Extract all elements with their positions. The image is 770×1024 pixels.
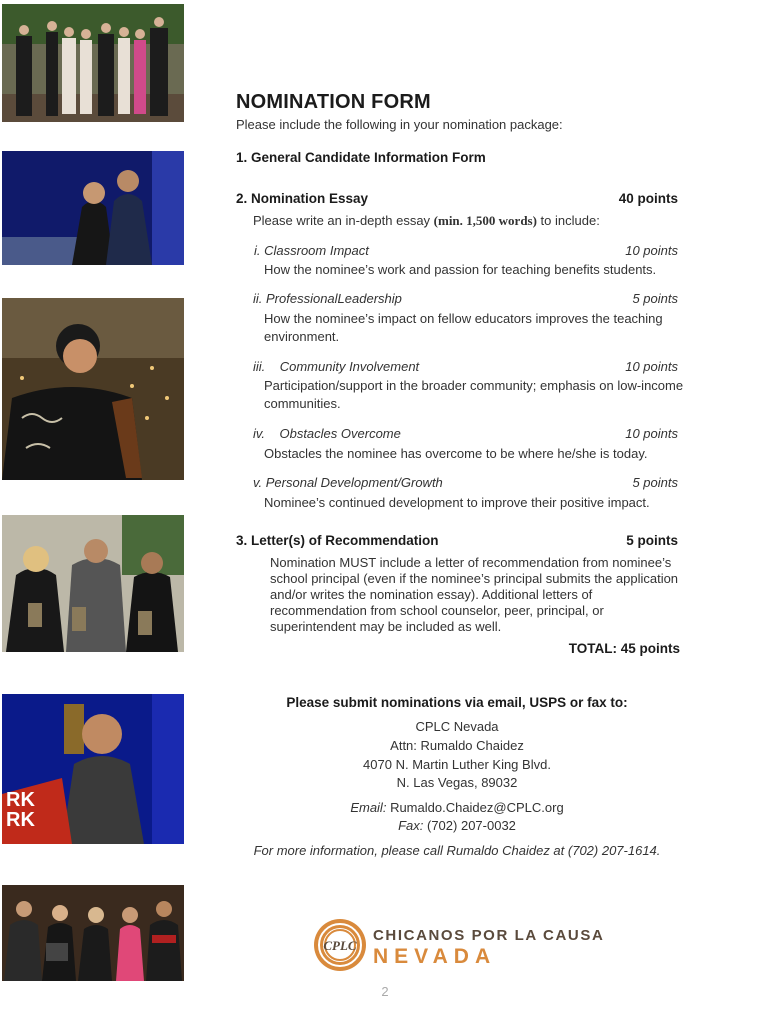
fax-number: (702) 207-0032 xyxy=(427,818,516,833)
item-obstacles-label: iv. Obstacles Overcome xyxy=(253,426,401,441)
section-3-desc: Nomination MUST include a letter of recommendation from nominee’s school principal (even if the nominee’s principal submits the application and/or writes the nomination essay). Additional letters of recommendation from school counselor, peer, principal, or superintendent may be included as well. xyxy=(270,555,679,634)
total-points: TOTAL: 45 points xyxy=(568,641,680,656)
email-label: Email: xyxy=(350,800,387,815)
page-title: NOMINATION FORM xyxy=(236,91,431,113)
logo-text-line1: CHICANOS POR LA CAUSA xyxy=(373,927,605,944)
item-community-label: iii. Community Involvement xyxy=(253,359,420,374)
fax-label: Fax: xyxy=(398,818,424,833)
section-2-points: 40 points xyxy=(618,191,678,206)
section-1-heading: 1. General Candidate Information Form xyxy=(236,150,486,165)
cplc-logo-icon xyxy=(313,918,367,972)
event-photo-group-stage xyxy=(2,4,184,122)
svg-text:CPLC: CPLC xyxy=(323,938,357,953)
item-community-desc: Participation/support in the broader community; emphasis on low-income communities. xyxy=(264,378,684,411)
intro-text: Please include the following in your nomination package: xyxy=(236,117,563,132)
svg-text:RK: RK xyxy=(6,809,35,831)
event-photo-presenters-podium xyxy=(2,151,184,265)
essay-instruction-pre: Please write an in-depth essay xyxy=(253,213,434,228)
item-classroom-impact-label: i. Classroom Impact xyxy=(254,243,369,258)
event-photo-speaker-podium xyxy=(2,694,184,844)
section-3-heading: 3. Letter(s) of Recommendation xyxy=(236,533,439,548)
event-photo-mariachi-singer xyxy=(2,298,184,480)
item-obstacles-points: 10 points xyxy=(625,426,678,441)
email-line xyxy=(236,800,678,815)
address-line-2: Attn: Rumaldo Chaidez xyxy=(390,738,524,753)
item-development-points: 5 points xyxy=(632,475,678,490)
essay-instruction-post: to include: xyxy=(536,213,600,228)
event-photo-group-awards xyxy=(2,885,184,981)
submit-heading: Please submit nominations via email, USPS or fax to: xyxy=(286,695,628,710)
fax-line xyxy=(236,818,678,833)
item-development-label: v. Personal Development/Growth xyxy=(253,475,443,490)
item-classroom-impact-desc: How the nominee’s work and passion for teaching benefits students. xyxy=(264,262,657,277)
item-leadership-points: 5 points xyxy=(632,291,678,306)
item-leadership-desc: How the nominee’s impact on fellow educators improves the teaching environment. xyxy=(264,311,663,344)
item-community-points: 10 points xyxy=(625,359,678,374)
item-obstacles-desc: Obstacles the nominee has overcome to be where he/she is today. xyxy=(264,446,648,461)
logo-text-line2: NEVADA xyxy=(373,945,497,968)
event-photo-award-recipients xyxy=(2,515,184,652)
more-info-text: For more information, please call Rumaldo Chaidez at (702) 207-1614. xyxy=(253,843,661,858)
essay-min-words: (min. 1,500 words) xyxy=(433,213,537,228)
item-development-desc: Nominee’s continued development to improve their positive impact. xyxy=(264,495,650,510)
address-line-3: 4070 N. Martin Luther King Blvd. xyxy=(363,757,551,772)
section-2-heading: 2. Nomination Essay xyxy=(236,191,369,206)
page-number: 2 xyxy=(381,984,389,999)
email-link[interactable]: Rumaldo.Chaidez@CPLC.org xyxy=(390,800,564,815)
essay-instruction xyxy=(253,213,600,229)
section-3-points: 5 points xyxy=(626,533,678,548)
item-leadership-label: ii. ProfessionalLeadership xyxy=(253,291,402,306)
address-line-1: CPLC Nevada xyxy=(415,719,499,734)
address-line-4: N. Las Vegas, 89032 xyxy=(396,775,518,790)
item-classroom-impact-points: 10 points xyxy=(625,243,678,258)
svg-text:RK: RK xyxy=(6,789,35,811)
